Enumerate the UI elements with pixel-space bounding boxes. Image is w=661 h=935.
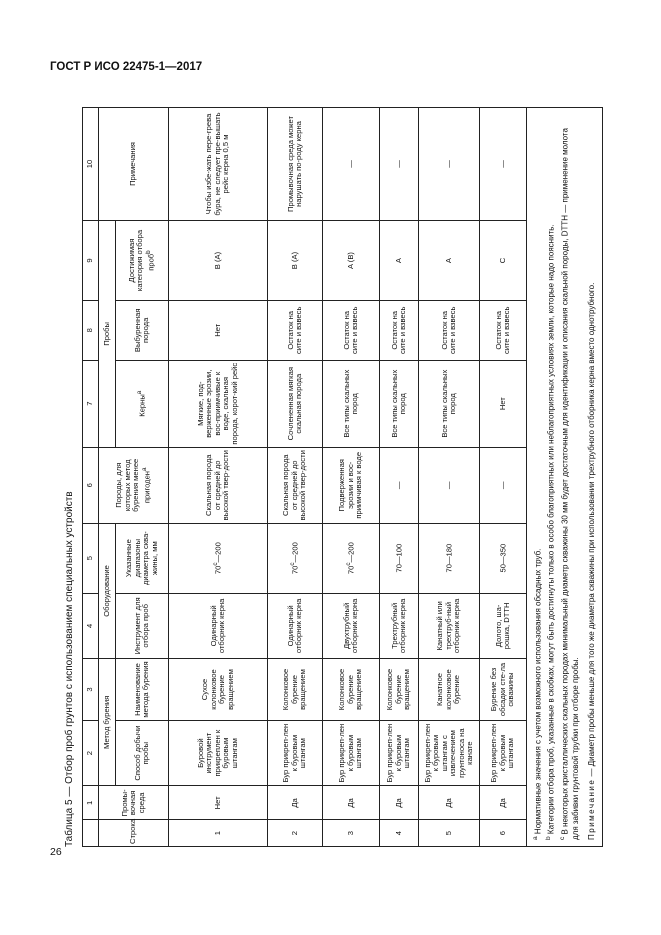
header-extraction: Способ добычи пробы [116, 720, 169, 786]
cell-instrument: Канатный или трехтруб-ный отборник керна [419, 593, 480, 659]
cell-soils: Скальная порода от средней до высокой твер-дости [169, 447, 268, 523]
cell-diameter: 70$^c$—200 [323, 523, 380, 593]
table-caption: Таблица 5 — Отбор проб грунтов с использованием специальных устройств [64, 491, 75, 847]
cell-method: Бурение без обсадки сте-ла скважины [480, 659, 527, 721]
header-soils: Породы, для которых метод бурения менее пригоден$^a$ [99, 447, 169, 523]
cell-category: C [480, 221, 527, 301]
cell-soils: — [480, 447, 527, 523]
cell-method: Колонковое бурение вращением [268, 659, 323, 721]
cell-row-number: 6 [480, 820, 527, 847]
document-header-title: ГОСТ Р ИСО 22475-1—2017 [50, 61, 203, 73]
column-number: 8 [83, 301, 99, 361]
cell-category: A [380, 221, 419, 301]
remark-label: Примечание [587, 778, 597, 840]
column-number-row [83, 108, 99, 847]
column-number: 10 [83, 108, 99, 221]
footnote: $^b$ Категории отбора проб, указанные в скобках, могут быть достигнуты только в особо благоприятных или неблагоприятных условиях земли, которые надо пояснить. [545, 224, 557, 840]
footnotes-cell [527, 108, 603, 847]
group-header-row [99, 108, 116, 847]
cell-row-number: 5 [419, 820, 480, 847]
cell-row-number: 1 [169, 820, 268, 847]
header-cores: Керны$^a$ [116, 360, 169, 447]
cell-cores: Все типы скальных пород [419, 360, 480, 447]
column-number: 9 [83, 221, 99, 301]
cell-flushing: Нет [169, 786, 268, 820]
header-notes: Примечания [99, 108, 169, 221]
header-samples: Пробы [99, 221, 116, 448]
cell-diameter: 50—350 [480, 523, 527, 593]
cell-diameter: 70$^c$—200 [268, 523, 323, 593]
cell-method: Колонковое бурение вращением [323, 659, 380, 721]
cell-instrument: Одинарный отборник керна [268, 593, 323, 659]
footnote-mark: c [212, 562, 220, 566]
cell-cores: Мягкие, под-верженные эрозии, вос-приимчивые к воде, скальная порода, корот-кий рейс [169, 360, 268, 447]
cell-row-number: 4 [380, 820, 419, 847]
cell-drill-soil: Остаток на сите и взвесь [480, 301, 527, 361]
column-number: 6 [83, 447, 99, 523]
rotated-table-sheet [60, 93, 615, 853]
cell-method: Канатное колонковое бурение [419, 659, 480, 721]
cell-soils: — [380, 447, 419, 523]
cell-cores: Все типы скальных пород [380, 360, 419, 447]
cell-notes: — [480, 108, 527, 221]
cell-category: A [419, 221, 480, 301]
cell-instrument: Одинарный отборник керна [169, 593, 268, 659]
cell-extraction: Буровой инструмент прикреплен к буровым штангам [169, 720, 268, 786]
cell-flushing: Да [268, 786, 323, 820]
cell-drill-soil: Остаток на сите и взвесь [380, 301, 419, 361]
column-number-blank [83, 820, 99, 847]
table-row [419, 108, 480, 847]
cell-instrument: Долото, ша-рошка, DTTH [480, 593, 527, 659]
cell-extraction: Бур прикреп-лен к буровым штангам [380, 720, 419, 786]
cell-flushing: Да [323, 786, 380, 820]
cell-method: Колонковое бурение вращением [380, 659, 419, 721]
header-drill-soil: Выбуренная порода [116, 301, 169, 361]
cell-drill-soil: Нет [169, 301, 268, 361]
cell-notes: Чтобы избе-жать пере-грева бура, не следует пре-вышать рейс керна 0,5 м [169, 108, 268, 221]
cell-cores: Сочлененная мягкая скальная порода [268, 360, 323, 447]
cell-diameter: 70—100 [380, 523, 419, 593]
cell-row-number: 2 [268, 820, 323, 847]
column-number: 4 [83, 593, 99, 659]
table-row [380, 108, 419, 847]
header-flushing: Промы-вочная среда [99, 786, 169, 820]
header-drilling-method: Метод бурения [99, 659, 116, 786]
header-equipment: Оборудование [99, 523, 116, 658]
header-instrument: Инструмент для отбора проб [116, 593, 169, 659]
cell-notes: — [419, 108, 480, 221]
column-number: 5 [83, 523, 99, 593]
footnote: $^c$ В некоторых кристаллических скальных породах минимальный диаметр скважины 30 мм будет достаточным для идентификации и описания скальной породы, DTTH — применение молота для забивки грунтовой трубки при отборе пробы. [558, 128, 581, 840]
cell-drill-soil: Остаток на сите и взвесь [323, 301, 380, 361]
remark [587, 114, 598, 840]
footnote-mark: a [136, 390, 144, 395]
cell-instrument: Двухтрубный отборник керна [323, 593, 380, 659]
cell-category: B (A) [268, 221, 323, 301]
cell-notes: — [380, 108, 419, 221]
footnote-mark: b [545, 836, 553, 840]
cell-notes: Промывочная среда может нарушать по-роду керна [268, 108, 323, 221]
footnote-mark: a [140, 467, 148, 471]
footnote-mark: c [345, 562, 353, 566]
table-row [323, 108, 380, 847]
cell-diameter: 70$^c$—200 [169, 523, 268, 593]
cell-soils: Скальная порода от средней до высокой твер-дости [268, 447, 323, 523]
header-category: Достижимая категория отбора проб$^b$ [116, 221, 169, 301]
cell-flushing: Да [419, 786, 480, 820]
cell-row-number: 3 [323, 820, 380, 847]
table-row [169, 108, 268, 847]
cell-category: B (A) [169, 221, 268, 301]
footnote-mark: c [558, 836, 566, 840]
footnote-mark: a [532, 836, 539, 840]
table-row [480, 108, 527, 847]
column-number: 2 [83, 720, 99, 786]
remark-text: — Диаметр пробы меньше для того же диаметра скважины при использовании трехтрубного отборника керна вместо однотрубного. [587, 282, 597, 777]
cell-flushing: Да [480, 786, 527, 820]
cell-extraction: Бур прикреп-лен к буровым штангам [480, 720, 527, 786]
cell-cores: Все типы скальных пород [323, 360, 380, 447]
cell-notes: — [323, 108, 380, 221]
column-number: 3 [83, 659, 99, 721]
footnote-mark: c [289, 562, 297, 566]
cell-drill-soil: Остаток на сите и взвесь [419, 301, 480, 361]
column-number: 1 [83, 786, 99, 820]
header-method-name: Наименование метода бурения [116, 659, 169, 721]
footnote-mark: b [144, 250, 152, 254]
cell-extraction: Бур прикреп-лен к буровым штангам с извлечением грунтоноса на канате [419, 720, 480, 786]
cell-method: Сухое колонковое бурение вращением [169, 659, 268, 721]
cell-category: A (B) [323, 221, 380, 301]
table-row [268, 108, 323, 847]
cell-diameter: 70—180 [419, 523, 480, 593]
footnotes-row [527, 108, 603, 847]
cell-soils: Подверженная эрозии и вос-приимчивая к воде [323, 447, 380, 523]
cell-drill-soil: Остаток на сите и взвесь [268, 301, 323, 361]
cell-instrument: Трехтрубный отборник керна [380, 593, 419, 659]
footnote: $^a$ Нормативные значения с учетом возможного использования обсадных труб. [532, 548, 543, 840]
column-number: 7 [83, 360, 99, 447]
cell-soils: — [419, 447, 480, 523]
cell-flushing: Да [380, 786, 419, 820]
header-row-label: Строка [99, 820, 169, 847]
cell-extraction: Бур прикреп-лен к буровым штангам [268, 720, 323, 786]
page-number: 26 [50, 846, 62, 858]
header-diameter: Указанные диапазоны диаметра сква-жины, мм [116, 523, 169, 593]
cell-extraction: Бур прикреп-лен к буровым штангам [323, 720, 380, 786]
sampling-table [82, 107, 603, 847]
cell-cores: Нет [480, 360, 527, 447]
